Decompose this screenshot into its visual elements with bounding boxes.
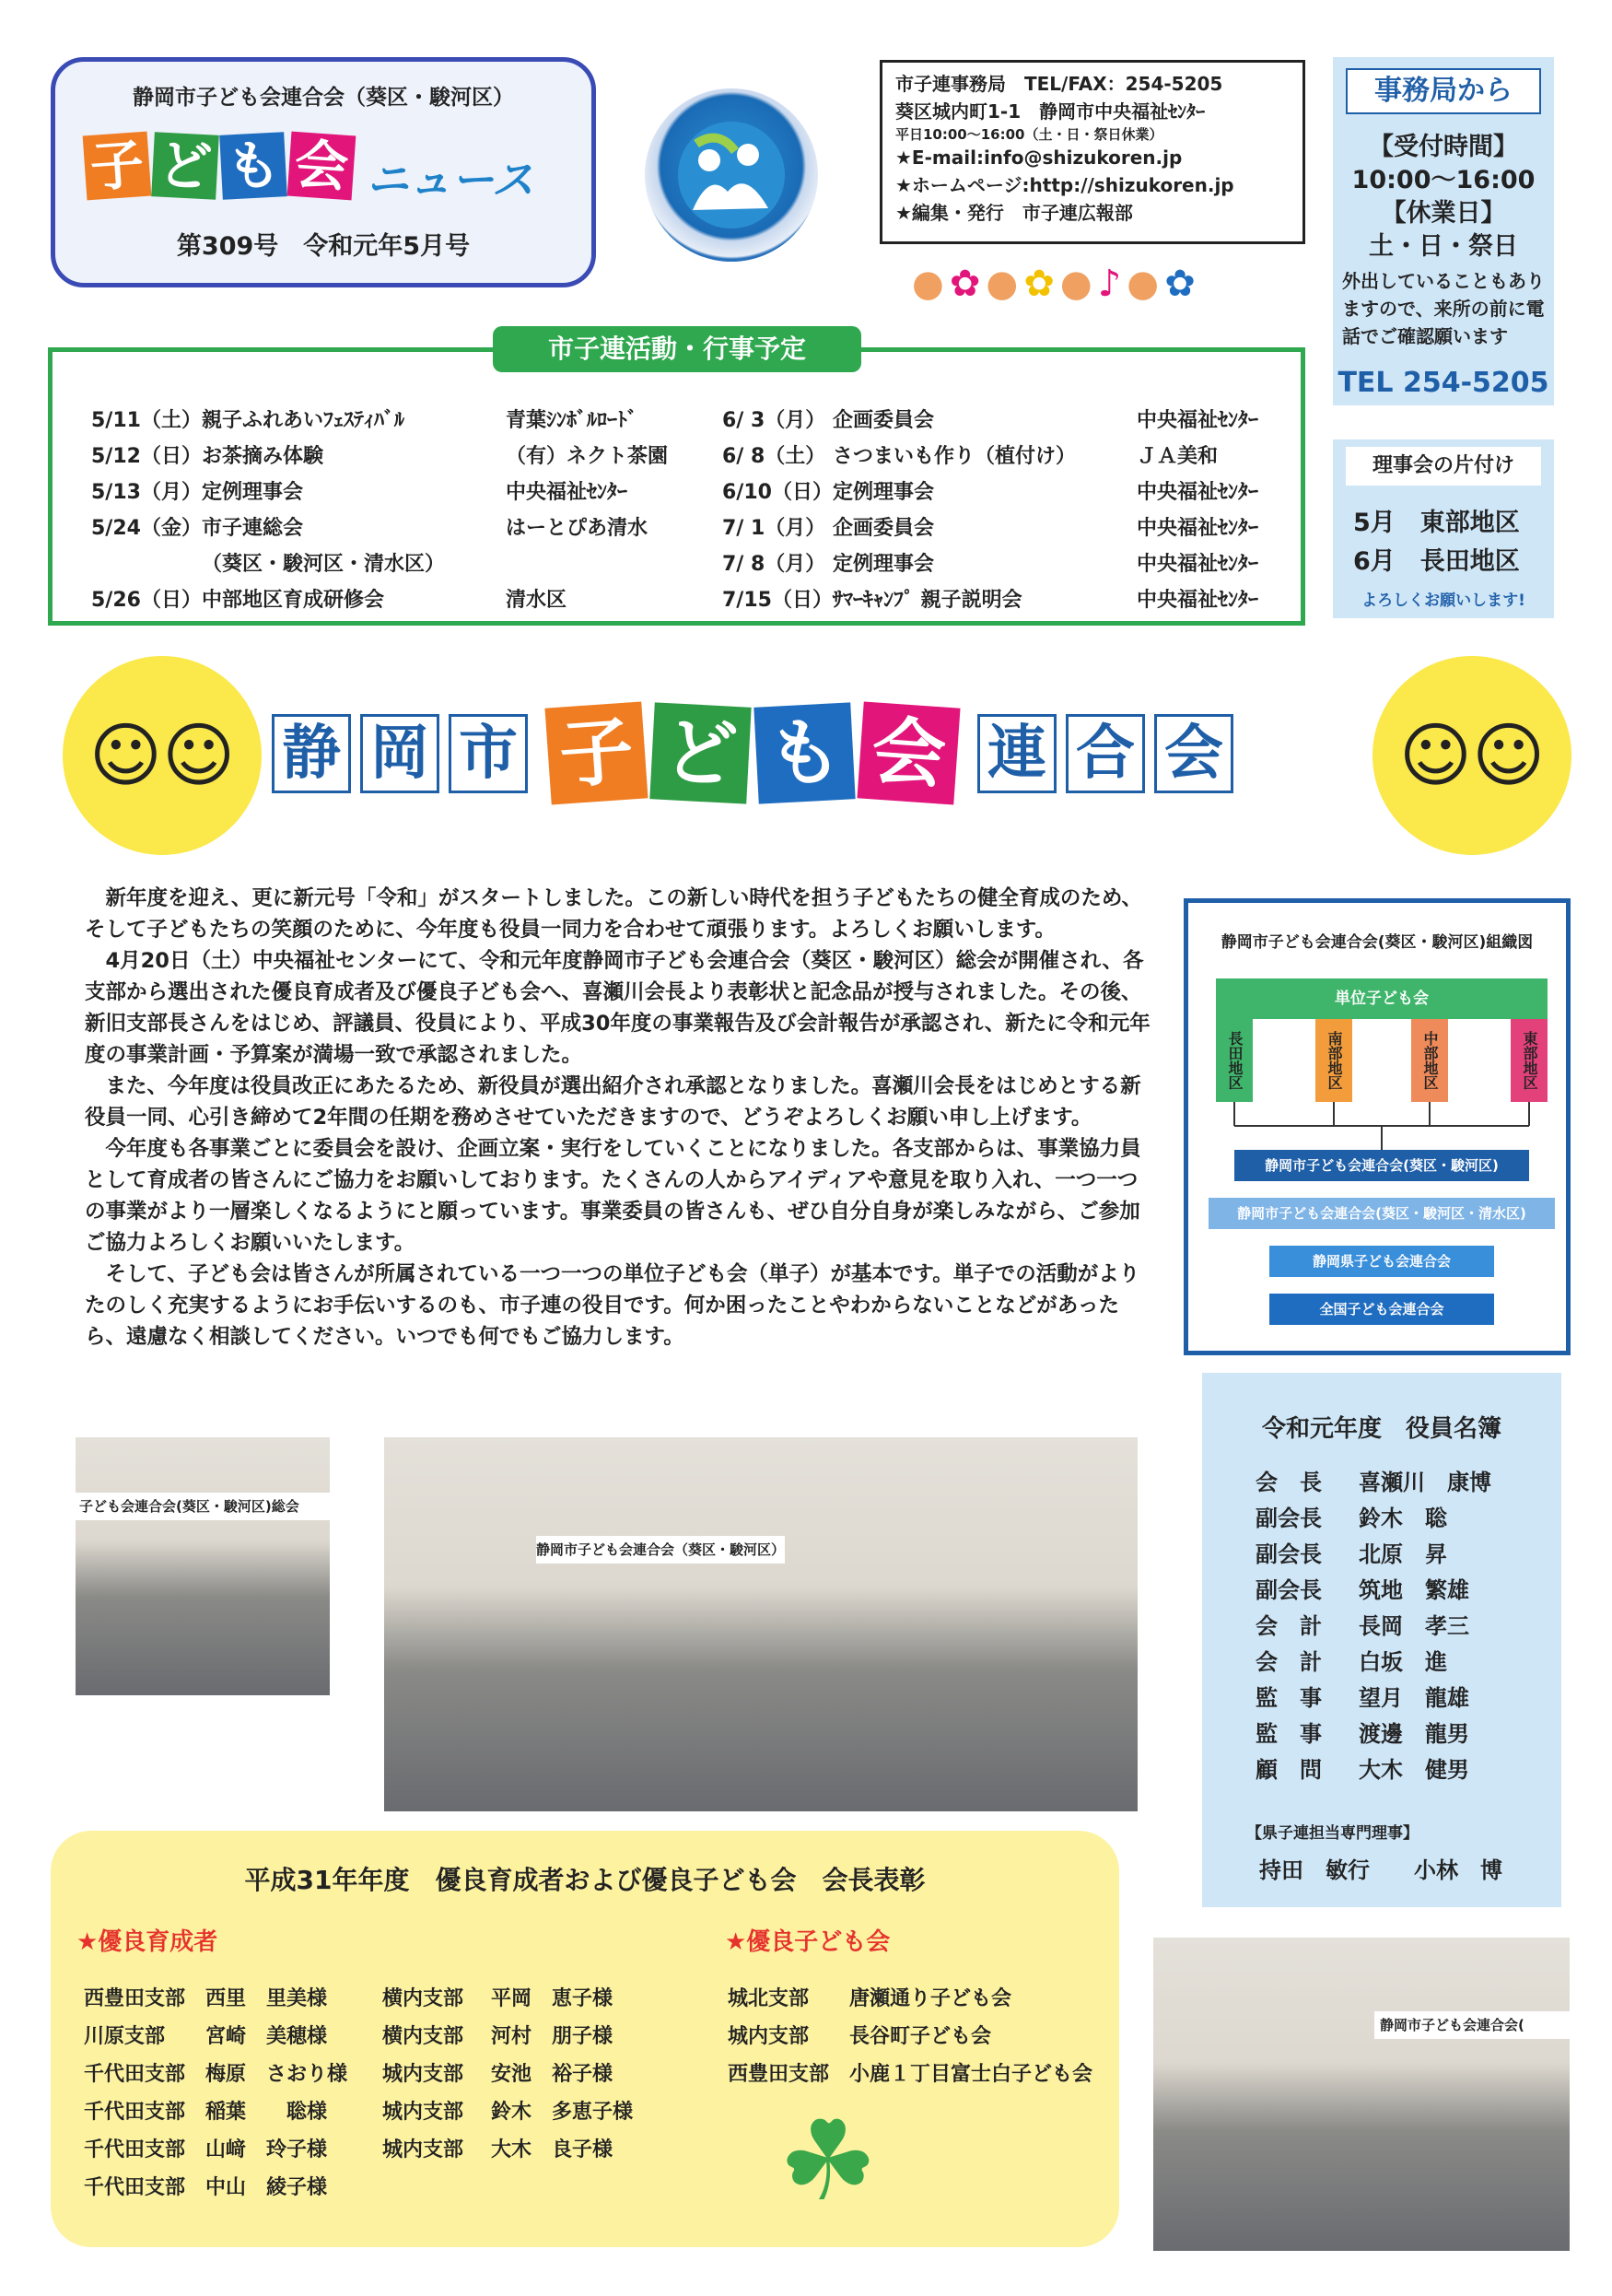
logo-emblem-icon	[645, 88, 818, 262]
office-notice-note: 外出していることもありますので、来所の前に電話でご確認願います	[1342, 270, 1545, 347]
award-row: 千代田支部 山﨑 玲子様	[84, 2138, 328, 2161]
title-tile: ど	[151, 132, 219, 200]
officer-row: 会 計 白坂 進	[1256, 1649, 1447, 1675]
banner-char: 岡	[360, 714, 439, 793]
award-row: 横内支部 平岡 恵子様	[382, 1987, 613, 2010]
photo-banner: 静岡市子ども会連合会(	[1374, 2011, 1570, 2039]
org-chart-branch: 中部地区	[1411, 1019, 1448, 1102]
office-email: ★E-mail:info@shizukoren.jp	[895, 146, 1183, 169]
award-row: 川原支部 宮崎 美穂様	[84, 2025, 328, 2048]
org-name: 静岡市子ども会連合会（葵区・駿河区）	[133, 86, 514, 110]
org-chart-branch: 長田地区	[1216, 1019, 1253, 1102]
org-chart-branch: 東部地区	[1511, 1019, 1548, 1102]
officer-row: 会 長 喜瀬川 康博	[1256, 1470, 1491, 1495]
schedule-row: 7/ 8（月） 定例理事会 中央福祉ｾﾝﾀｰ	[722, 553, 1259, 576]
award-row: 城内支部 鈴木 多恵子様	[382, 2101, 634, 2124]
title-tile: 子	[83, 132, 152, 201]
officer-row: 監 事 渡邊 龍男	[1256, 1721, 1469, 1747]
org-chart-branch: 南部地区	[1315, 1019, 1352, 1102]
officer-list	[1202, 1373, 1561, 1907]
schedule-right	[722, 404, 1293, 620]
issue-number: 第309号 令和元年5月号	[176, 232, 471, 261]
awards-col	[84, 1980, 347, 2207]
awards-heading-leaders: ★優良育成者	[76, 1928, 218, 1956]
org-chart-level: 全国子ども会連合会	[1269, 1294, 1494, 1325]
closed-days: 土・日・祭日	[1369, 232, 1518, 261]
officer-row: 副会長 北原 昇	[1256, 1541, 1447, 1567]
banner-char: 合	[1066, 714, 1145, 793]
banner-char: 静	[272, 714, 351, 793]
schedule-row: 6/ 3（月） 企画委員会 中央福祉ｾﾝﾀｰ	[722, 409, 1259, 432]
banner-color-char: も	[753, 702, 855, 803]
org-chart-unit: 単位子ども会	[1216, 978, 1548, 1019]
cleanup-title: 理事会の片付け	[1346, 447, 1541, 486]
award-row: 城北支部 唐瀬通り子ども会	[728, 1987, 1012, 2010]
title-tile: 会	[287, 132, 356, 201]
article-paragraph: 今年度も各事業ごとに委員会を設け、企画立案・実行をしていくことになりました。各支部からは、事業協力員として育成者の皆さんにご協力をお願いしております。たくさんの人からアイディアや意見を取り入れ、一つ一つの事業がより一層楽しくなるようにと願っています。事業委員の皆さんも、ぜひ自分自身が楽しみながら、ご参加ご協力よろしくお願いいたします。	[85, 1137, 1141, 1255]
org-chart	[1184, 898, 1571, 1355]
award-row: 横内支部 河村 朋子様	[382, 2025, 613, 2048]
office-info	[880, 60, 1305, 244]
title-tile: も	[219, 132, 287, 200]
cleanup-row: 5月 東部地区	[1353, 509, 1520, 537]
schedule-box	[48, 334, 1305, 626]
award-row: 城内支部 大木 良子様	[382, 2138, 613, 2161]
schedule-row: 6/10（日） 定例理事会 中央福祉ｾﾝﾀｰ	[722, 481, 1259, 504]
officer-rows	[1256, 1465, 1491, 1788]
schedule-row: （葵区・駿河区・清水区）	[202, 553, 446, 576]
office-notice	[1333, 57, 1554, 405]
schedule-row: 5/11（土） 親子ふれあいﾌｪｽﾃｨﾊﾞﾙ 青葉ｼﾝﾎﾞﾙﾛｰﾄﾞ	[91, 409, 638, 432]
award-photo	[1153, 1938, 1570, 2251]
officer-row: 監 事 望月 龍雄	[1256, 1685, 1469, 1711]
logo	[615, 57, 851, 289]
article-body	[85, 883, 1153, 1353]
award-row: 千代田支部 中山 綾子様	[84, 2176, 328, 2199]
schedule-row: 7/ 1（月） 企画委員会 中央福祉ｾﾝﾀｰ	[722, 517, 1259, 540]
org-chart-title: 静岡市子ども会連合会(葵区・駿河区)組織図	[1221, 933, 1534, 952]
masthead	[51, 57, 596, 287]
pref-director-label: 【県子連担当専門理事】	[1246, 1824, 1419, 1843]
org-chart-connectors	[1188, 903, 1566, 1351]
banner-char: 市	[449, 714, 528, 793]
schedule-row: 5/26（日） 中部地区育成研修会 清水区	[91, 589, 567, 612]
award-row: 千代田支部 梅原 さおり様	[84, 2063, 348, 2086]
schedule-row: 7/15（日） ｻﾏｰｷｬﾝﾌﾟ 親子説明会 中央福祉ｾﾝﾀｰ	[722, 589, 1259, 612]
office-hours: 平日10:00～16:00（土・日・祭日休業）	[895, 126, 1163, 143]
hours-label: 【受付時間】	[1369, 133, 1518, 161]
banner-char: 会	[1154, 714, 1233, 793]
office-notice-title: 事務局から	[1346, 68, 1541, 114]
office-homepage: ★ホームページ:http://shizukoren.jp	[895, 174, 1234, 196]
office-line: 市子連事務局 TEL/FAX：254-5205	[895, 73, 1223, 95]
office-publisher: ★編集・発行 市子連広報部	[895, 202, 1133, 224]
kids-faces-icon: ●✿●✿●♪●✿	[912, 263, 1201, 305]
award-row: 西豊田支部 西里 里美様	[84, 1987, 328, 2010]
org-chart-level: 静岡県子ども会連合会	[1269, 1246, 1494, 1277]
closed-label: 【休業日】	[1381, 199, 1506, 228]
pref-director-names: 持田 敏行 小林 博	[1259, 1857, 1502, 1883]
article-paragraph: 新年度を迎え、更に新元号「令和」がスタートしました。この新しい時代を担う子どもたちの健全育成のため、そして子どもたちの笑顔のために、今年度も役員一同力を合わせて頑張ります。よろしくお願いします。	[85, 886, 1142, 942]
officer-row: 会 計 長岡 孝三	[1256, 1613, 1469, 1639]
officer-row: 顧 問 大木 健男	[1256, 1757, 1469, 1783]
awards-title: 平成31年年度 優良育成者および優良子ども会 会長表彰	[244, 1865, 926, 1895]
office-notice-body	[1333, 131, 1554, 264]
cleanup-row: 6月 長田地区	[1353, 547, 1520, 576]
awards-heading-groups: ★優良子ども会	[725, 1928, 891, 1956]
cleanup-note: よろしくお願いします!	[1361, 592, 1525, 610]
article-paragraph: また、今年度は役員改正にあたるため、新役員が選出紹介され承認となりました。喜瀬川会長をはじめとする新役員一同、心引き締めて2年間の任期を務めさせていただきますので、どうぞよろしくお願い申し上げます。	[85, 1074, 1141, 1130]
news-word: ニュース	[367, 155, 534, 205]
banner-char: 連	[977, 714, 1057, 793]
schedule-row: 5/13（月） 定例理事会 中央福祉ｾﾝﾀｰ	[91, 481, 628, 504]
org-banner	[272, 705, 1243, 806]
article-paragraph: 4月20日（土）中央福祉センターにて、令和元年度静岡市子ども会連合会（葵区・駿河区）総会が開催され、各支部から選出された優良育成者及び優良子ども会へ、喜瀬川会長より表彰状と記念品が授与されました。その後、新旧支部長さんをはじめ、評議員、役員により、平成30年度の事業報告及び会計報告が承認され、新たに令和元年度の事業計画・予算案が満場一致で承認されました。	[85, 949, 1151, 1067]
schedule-title: 市子連活動・行事予定	[493, 326, 861, 372]
award-row: 城内支部 長谷町子ども会	[728, 2025, 992, 2048]
awards-col	[382, 1980, 633, 2169]
clover-icon: ☘	[778, 2098, 878, 2226]
banner-color-char: 会	[857, 701, 960, 804]
award-row: 千代田支部 稲葉 聡様	[84, 2101, 328, 2124]
office-tel: TEL 254-5205	[1337, 367, 1549, 399]
org-chart-level: 静岡市子ども会連合会(葵区・駿河区)	[1234, 1150, 1529, 1181]
org-chart-level: 静岡市子ども会連合会(葵区・駿河区・清水区)	[1209, 1198, 1555, 1229]
schedule-row: 5/24（金） 市子連総会 はーとぴあ清水	[91, 517, 648, 540]
schedule-row: 6/ 8（土） さつまいも作り（植付け） ＪＡ美和	[722, 445, 1219, 468]
photo-banner: 子ども会連合会(葵区・駿河区)総会	[76, 1493, 330, 1520]
officer-list-title: 令和元年度 役員名簿	[1261, 1415, 1501, 1443]
office-address: 葵区城内町1-1 静岡市中央福祉ｾﾝﾀｰ	[895, 100, 1206, 123]
officer-row: 副会長 鈴木 聡	[1256, 1505, 1447, 1531]
officer-row: 副会長 筑地 繁雄	[1256, 1577, 1469, 1603]
schedule-left	[91, 404, 681, 620]
kids-illustration-icon: ☺☺	[63, 656, 262, 855]
article-paragraph: そして、子ども会は皆さんが所属されている一つ一つの単位子ども会（単子）が基本です。単子での活動がよりたのしく充実するようにお手伝いするのも、市子連の役目です。何か困ったことやわからないことなどがあったら、遠慮なく相談してください。いつでも何でもご協力します。	[85, 1262, 1140, 1349]
award-row: 城内支部 安池 裕子様	[382, 2063, 613, 2086]
schedule-row: 5/12（日） お茶摘み体験 （有）ネクト茶園	[91, 445, 669, 468]
meeting-photo	[76, 1437, 330, 1695]
hours: 10:00～16:00	[1351, 166, 1536, 194]
banner-color-char: ど	[649, 702, 751, 803]
meeting-photo	[384, 1437, 1138, 1811]
cleanup-notice	[1333, 439, 1554, 618]
banner-color-char: 子	[544, 701, 648, 804]
photo-banner: 静岡市子ども会連合会（葵区・駿河区）	[536, 1536, 785, 1564]
masthead-title	[85, 134, 357, 198]
award-row: 西豊田支部 小鹿１丁目富士白子ども会	[728, 2063, 1093, 2086]
awards-col	[728, 1980, 1092, 2093]
awards-box	[51, 1831, 1119, 2247]
kids-illustration-icon: ☺☺	[1373, 656, 1571, 855]
